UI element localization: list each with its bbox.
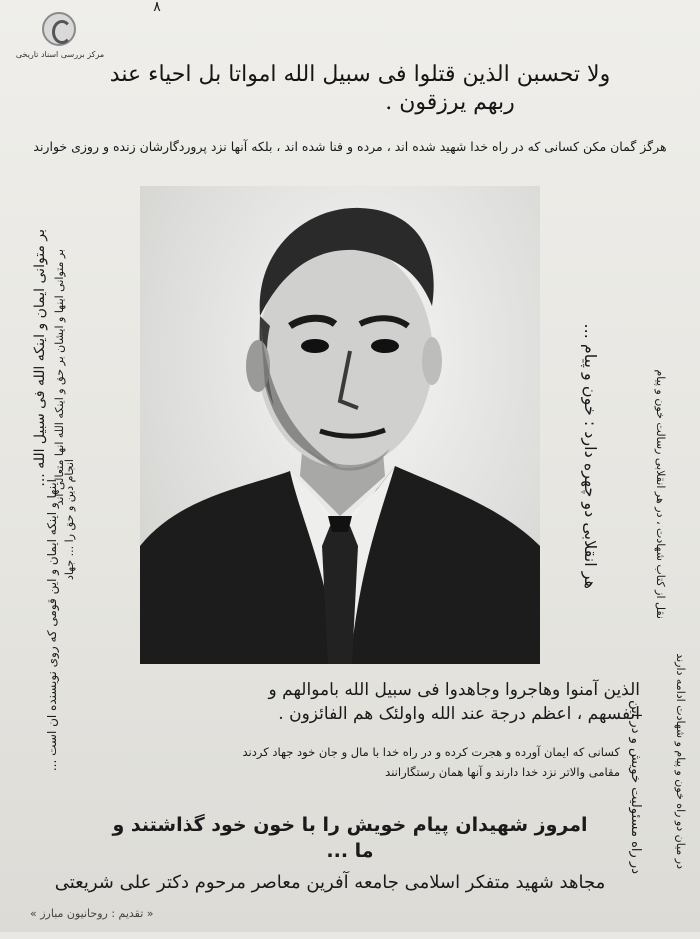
watermark-text: مرکز بررسی اسناد تاریخی bbox=[15, 50, 105, 59]
side-text-right-2: نقل از کتاب شهادت ، در هر انقلابی رسالت خون و پیام bbox=[654, 369, 667, 619]
top-translation: هرگز گمان مکن کسانی که در راه خدا شهید شده اند ، مرده و فنا شده اند ، بلکه آنها نزد پروردگارشان زنده و روزی خوارند bbox=[33, 139, 667, 154]
side-text-left-2: بر متوانی اینها و ایشان بر حق و اینکه الله انها متعالی اند bbox=[53, 249, 66, 506]
bottom-translation-line-1: کسانی که ایمان آورده و هجرت کرده و در راه خدا با مال و جان خود جهاد کردند bbox=[242, 745, 620, 759]
watermark-logo bbox=[14, 10, 104, 62]
bottom-verse-line-2: انفسهم ، اعظم درجة عند الله واولئک هم الفائزون . bbox=[278, 704, 640, 724]
bottom-translation-line-2: مقامی والاتر نزد خدا دارند و آنها همان رستگارانند bbox=[385, 765, 620, 779]
side-text-left-3: اینها و اینکه ایمان و این قومی که روی نویسنده ان است ... bbox=[45, 479, 59, 772]
top-verse-line-1: ولا تحسبن الذین قتلوا فی سبیل الله امواتا بل احیاء عند bbox=[109, 62, 611, 87]
slogan: امروز شهیدان پیام خویش را با خون خود گذاشتند و ما ... bbox=[112, 814, 588, 862]
portrait-illustration bbox=[140, 186, 540, 664]
bottom-verse bbox=[120, 678, 640, 726]
logo-emblem-icon bbox=[42, 12, 76, 46]
portrait-photo bbox=[140, 186, 540, 664]
side-text-left-4: انجام دین و حق را ... جهاد bbox=[63, 459, 76, 580]
side-text-right-1: هر انقلابی دو چهره دارد : خون و پیام ... bbox=[581, 323, 600, 589]
side-text-left-1: بر متوانی ایمان و اینکه الله فی سبیل الله ... bbox=[32, 229, 48, 487]
portrait-caption: مجاهد شهید متفکر اسلامی جامعه آفرین معاصر مرحوم دکتر علی شریعتی bbox=[54, 872, 606, 893]
top-mark: ٨ bbox=[153, 0, 161, 15]
bottom-verse-line-1: الذین آمنوا وهاجروا وجاهدوا فی سبیل الله باموالهم و bbox=[268, 680, 640, 700]
credit-line: « تقدیم : روحانیون مبارز » bbox=[30, 907, 154, 920]
side-text-right-4: در میان دو راه خون و پیام و شهادت ادامه دارند bbox=[674, 653, 687, 869]
top-verse-line-2: ربهم یرزقون . bbox=[385, 90, 515, 115]
bottom-translation bbox=[100, 742, 620, 782]
side-text-right-3: در راه مسئولیت خویش و در این bbox=[628, 700, 643, 874]
